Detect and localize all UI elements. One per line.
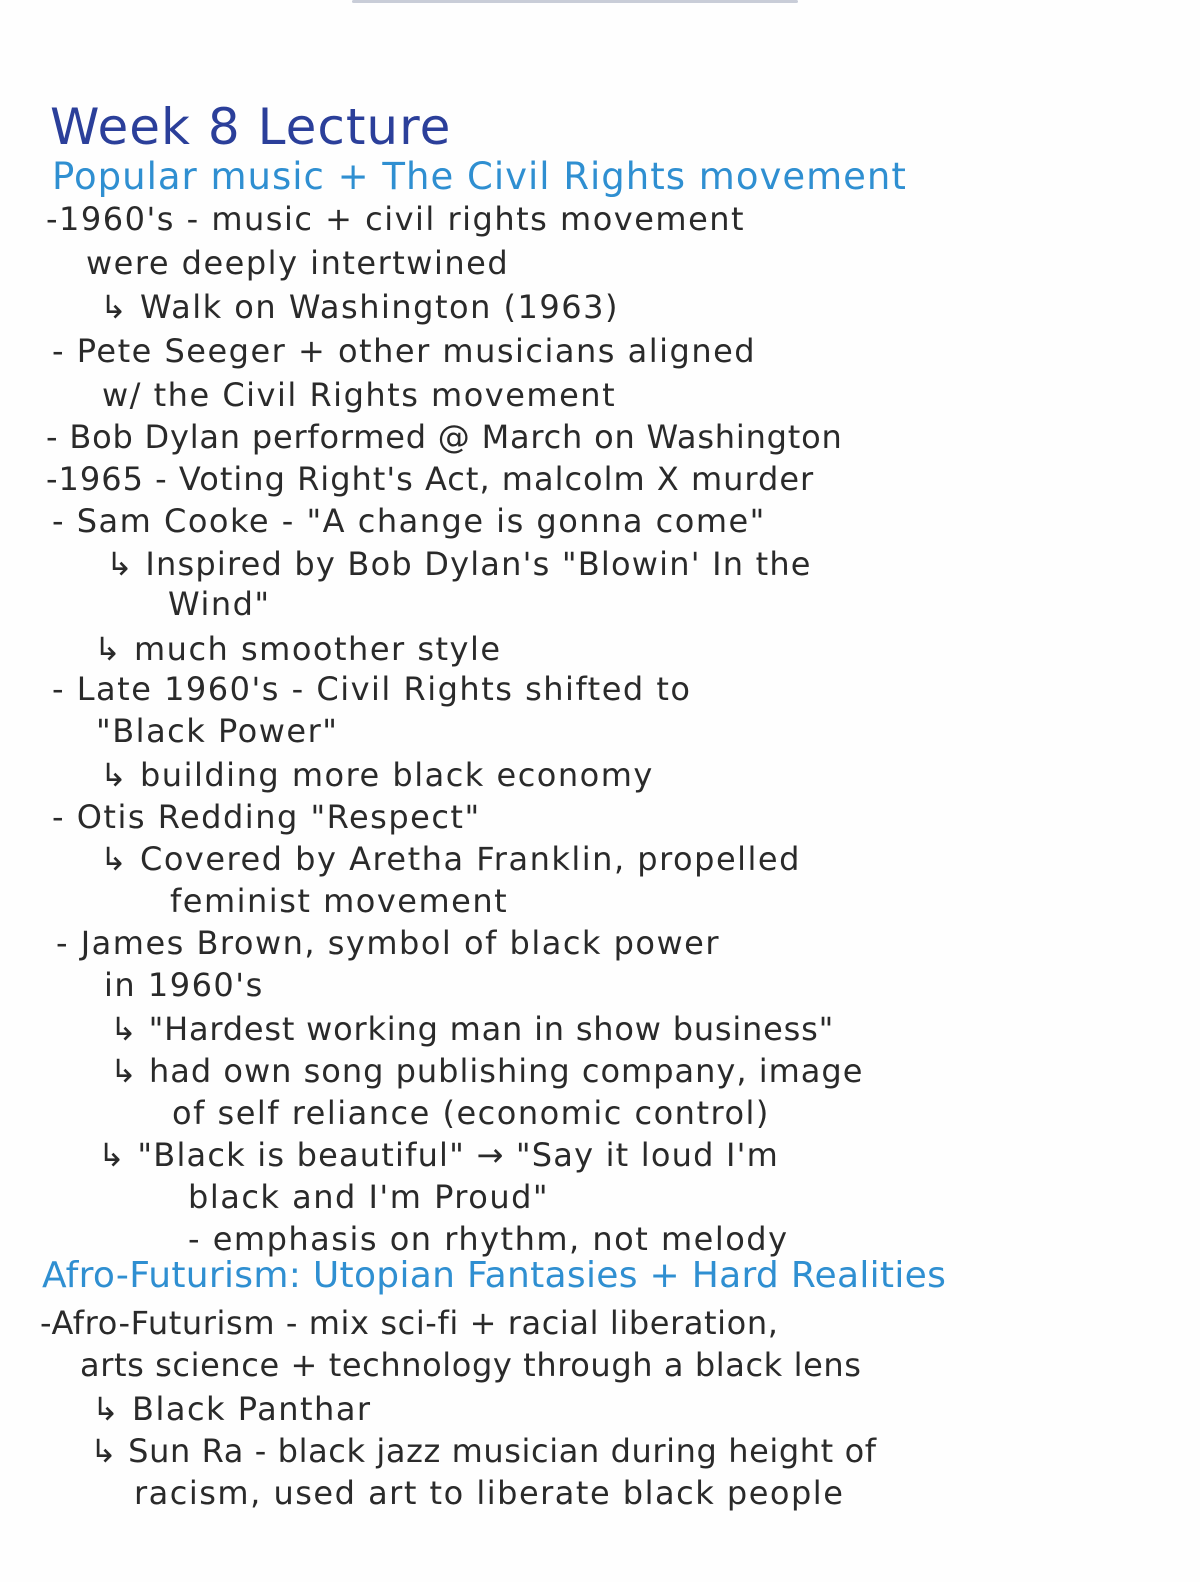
page-top-edge bbox=[352, 0, 798, 3]
note-line: "Black Power" bbox=[96, 712, 339, 750]
note-line: - Sam Cooke - "A change is gonna come" bbox=[52, 502, 766, 540]
note-line: ↳ building more black economy bbox=[100, 756, 654, 794]
note-line: feminist movement bbox=[170, 882, 509, 920]
note-line: arts science + technology through a black lens bbox=[80, 1346, 862, 1384]
note-line: -Afro-Futurism - mix sci-fi + racial liberation, bbox=[40, 1304, 779, 1342]
section-heading-afro-futurism: Afro-Futurism: Utopian Fantasies + Hard Realities bbox=[42, 1255, 947, 1296]
note-line: black and I'm Proud" bbox=[188, 1178, 550, 1216]
note-line: of self reliance (economic control) bbox=[172, 1094, 770, 1132]
note-line: Wind" bbox=[168, 585, 271, 623]
note-line: in 1960's bbox=[104, 966, 264, 1004]
note-line: ↳ Covered by Aretha Franklin, propelled bbox=[100, 840, 801, 878]
note-line: ↳ Inspired by Bob Dylan's "Blowin' In the bbox=[106, 545, 812, 583]
note-line: ↳ had own song publishing company, image bbox=[110, 1052, 864, 1090]
note-line: - Late 1960's - Civil Rights shifted to bbox=[52, 670, 692, 708]
note-line: - Otis Redding "Respect" bbox=[52, 798, 481, 836]
note-line: racism, used art to liberate black people bbox=[134, 1474, 845, 1512]
note-line: -1965 - Voting Right's Act, malcolm X murder bbox=[46, 460, 815, 498]
note-line: ↳ Sun Ra - black jazz musician during height of bbox=[90, 1432, 877, 1470]
note-line: - emphasis on rhythm, not melody bbox=[188, 1220, 789, 1258]
page-title: Week 8 Lecture bbox=[50, 98, 452, 156]
note-line: ↳ much smoother style bbox=[94, 630, 502, 668]
note-line: ↳ "Black is beautiful" → "Say it loud I'm bbox=[98, 1136, 780, 1174]
note-line: - James Brown, symbol of black power bbox=[56, 924, 721, 962]
section-heading-civil-rights: Popular music + The Civil Rights movement bbox=[52, 155, 907, 198]
note-line: w/ the Civil Rights movement bbox=[102, 376, 617, 414]
note-line: ↳ Walk on Washington (1963) bbox=[100, 288, 619, 326]
note-line: were deeply intertwined bbox=[86, 244, 510, 282]
note-line: -1960's - music + civil rights movement bbox=[46, 200, 746, 238]
note-line: - Bob Dylan performed @ March on Washington bbox=[46, 418, 843, 456]
note-line: - Pete Seeger + other musicians aligned bbox=[52, 332, 757, 370]
note-line: ↳ "Hardest working man in show business" bbox=[110, 1010, 835, 1048]
note-line: ↳ Black Panthar bbox=[92, 1390, 372, 1428]
